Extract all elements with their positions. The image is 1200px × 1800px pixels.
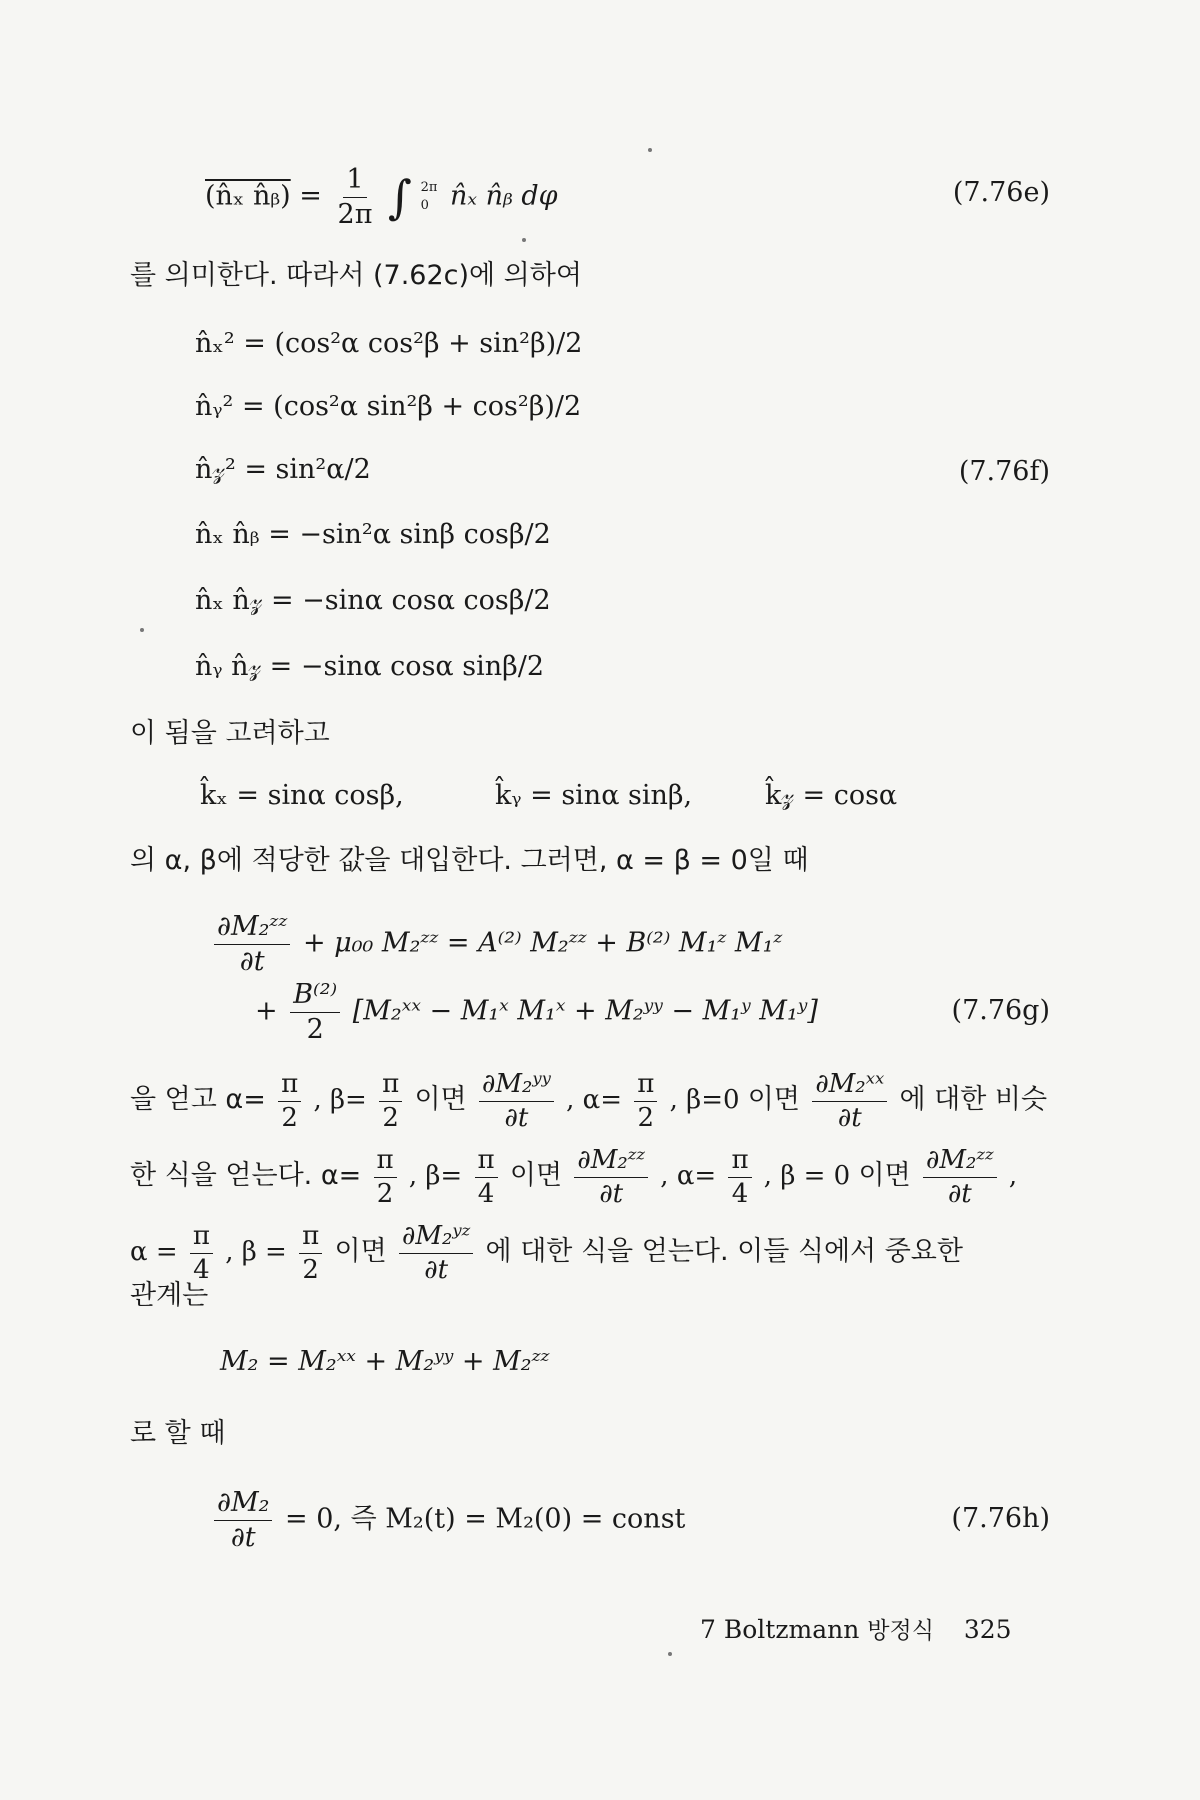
- para-line-1: 을 얻고 α= $\frac{\pi}{2}$ , β= $\frac{\pi}{2}$ 이면 $\frac{\text{∂M₂ʸʸ}}{\partial t}$ , α= $\frac{\pi}{2}$ , β=0 이면 $\frac{\text{∂M₂ˣˣ}}{\partial t}$ 에 대한 비슷: [130, 1069, 1048, 1133]
- equation-7-76e: (n̂ₓ n̂ᵦ) = $\frac{1}{2\pi}$ ∫ 2π 0 n̂ₓ n̂ᵦ dφ: [205, 164, 558, 230]
- eq-f-line-1: n̂ₓ² = (cos²α cos²β + sin²β)/2: [195, 328, 583, 359]
- integral-limits: 2π 0: [420, 180, 438, 214]
- text-line-3: 의 α, β에 적당한 값을 대입한다. 그러면, α = β = 0일 때: [130, 845, 809, 876]
- footer-chapter: 7 Boltzmann: [700, 1615, 860, 1644]
- equation-number-7-76e: (7.76e): [952, 177, 1050, 208]
- para-line-2: 한 식을 얻는다. α= $\frac{\pi}{2}$ , β= $\frac{\pi}{4}$ 이면 $\frac{\text{∂M₂ᶻᶻ}}{\partial t}$ , α= $\frac{\pi}{4}$ , β = 0 이면 $\frac{\text{∂M₂ᶻᶻ}}{\partial t}$ ,: [130, 1145, 1018, 1209]
- eq-f-line-5: n̂ₓ n̂𝓏 = −sinα cosα cosβ/2: [195, 585, 551, 616]
- text-line-1: 를 의미한다. 따라서 (7.62c)에 의하여: [130, 260, 582, 291]
- eq-f-line-3: n̂𝓏² = sin²α/2: [195, 454, 371, 485]
- eq-e-coefficient: $\frac{1}{2\pi}$: [337, 164, 373, 230]
- eq-g-coefficient: $\frac{\text{B⁽²⁾}}{2}$: [290, 980, 340, 1044]
- scan-speck: [140, 628, 144, 632]
- k-y-component: k̂ᵧ = sinα sinβ,: [495, 780, 693, 811]
- equation-number-7-76f: (7.76f): [958, 456, 1050, 487]
- page-footer: [700, 1612, 1012, 1645]
- scan-speck: [668, 1652, 672, 1656]
- text-line-4: 로 할 때: [130, 1418, 226, 1449]
- k-x-component: k̂ₓ = sinα cosβ,: [200, 780, 404, 811]
- footer-title: 방정식: [867, 1618, 934, 1644]
- eq-g-derivative: $\frac{\text{∂M₂ᶻᶻ}}{\partial t}$: [214, 912, 290, 976]
- equation-number-7-76g: (7.76g): [951, 995, 1050, 1026]
- eq-f-line-4: n̂ₓ n̂ᵦ = −sin²α sinβ cosβ/2: [195, 519, 551, 550]
- equation-7-76h: $\frac{\text{∂M₂}}{\partial t}$ = 0, 즉 M₂(t) = M₂(0) = const: [210, 1488, 685, 1552]
- para-line-3: α = $\frac{\pi}{4}$ , β = $\frac{\pi}{2}$ 이면 $\frac{\text{∂M₂ʸᶻ}}{\partial t}$ 에 대한 식을 얻는다. 이들 식에서 중요한: [130, 1221, 963, 1285]
- eq-e-lhs: (n̂ₓ n̂ᵦ): [205, 180, 291, 212]
- k-z-component: k̂𝓏 = cosα: [765, 780, 898, 811]
- scan-speck: [522, 238, 526, 242]
- eq-f-line-2: n̂ᵧ² = (cos²α sin²β + cos²β)/2: [195, 391, 582, 422]
- eq-g-line-2: + $\frac{\text{B⁽²⁾}}{2}$ [M₂ˣˣ − M₁ˣ M₁ˣ + M₂ʸʸ − M₁ʸ M₁ʸ]: [255, 979, 818, 1045]
- integral-sign: ∫: [388, 170, 413, 225]
- para-line-4: 관계는: [130, 1280, 209, 1311]
- eq-g-line-1: $\frac{\text{∂M₂ᶻᶻ}}{\partial t}$ + μ₀₀ M₂ᶻᶻ = A⁽²⁾ M₂ᶻᶻ + B⁽²⁾ M₁ᶻ M₁ᶻ: [210, 912, 782, 976]
- eq-h-derivative: $\frac{\text{∂M₂}}{\partial t}$: [214, 1488, 272, 1552]
- eq-e-integrand: n̂ₓ n̂ᵦ dφ: [450, 180, 558, 212]
- text-line-2: 이 됨을 고려하고: [130, 718, 330, 749]
- scan-speck: [648, 148, 652, 152]
- equation-m2-sum: M₂ = M₂ˣˣ + M₂ʸʸ + M₂ᶻᶻ: [220, 1346, 550, 1377]
- equation-number-7-76h: (7.76h): [951, 1503, 1050, 1534]
- page-number: 325: [963, 1615, 1012, 1644]
- eq-f-line-6: n̂ᵧ n̂𝓏 = −sinα cosα sinβ/2: [195, 651, 545, 682]
